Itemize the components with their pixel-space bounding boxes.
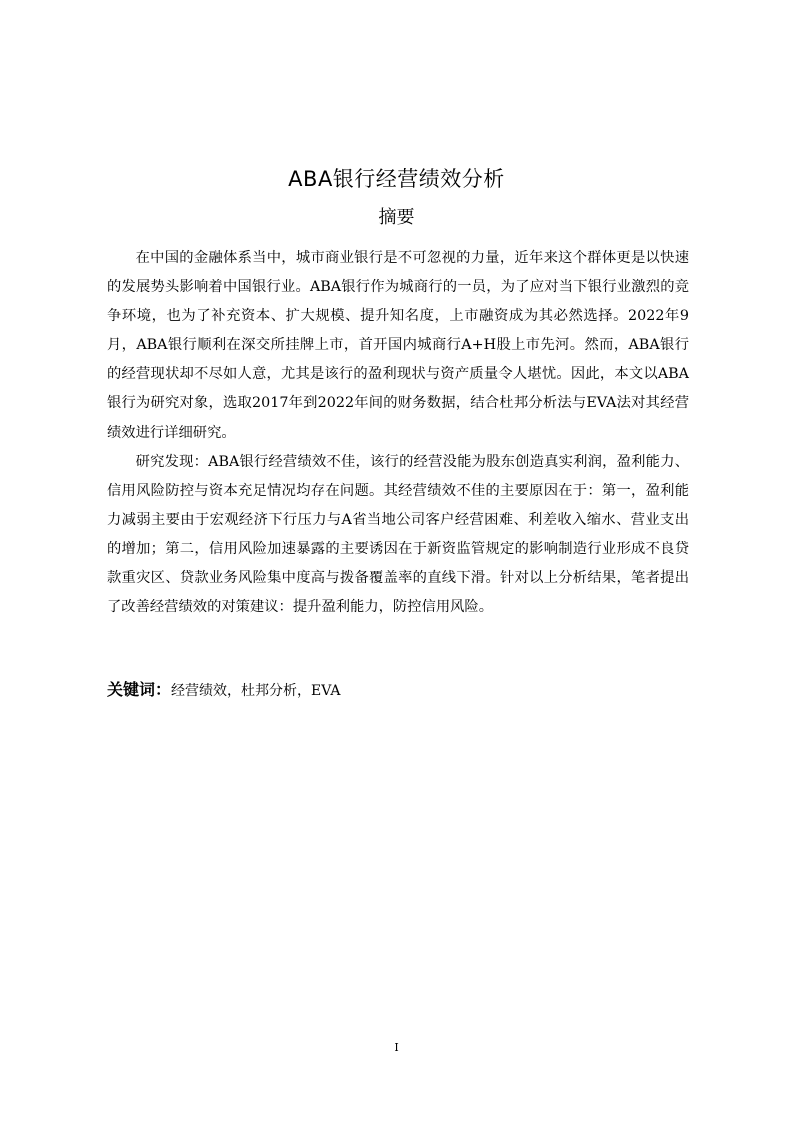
keywords-line	[107, 676, 689, 705]
abstract-body	[107, 244, 689, 622]
paper-title: ABA银行经营绩效分析	[288, 167, 505, 191]
abstract-paragraph-2: 研究发现：ABA银行经营绩效不佳，该行的经营没能为股东创造真实利润，盈利能力、信用风险防控与资本充足情况均存在问题。其经营绩效不佳的主要原因在于：第一，盈利能力减弱主要由于宏观经济下行压力与A省当地公司客户经营困难、利差收入缩水、营业支出的增加；第二，信用风险加速暴露的主要诱因在于新资监管规定的影响制造行业形成不良贷款重灾区、贷款业务风险集中度高与拨备覆盖率的直线下滑。针对以上分析结果，笔者提出了改善经营绩效的对策建议：提升盈利能力，防控信用风险。	[107, 453, 689, 616]
abstract-paragraph-1: 在中国的金融体系当中，城市商业银行是不可忽视的力量，近年来这个群体更是以快速的发展势头影响着中国银行业。ABA银行作为城商行的一员，为了应对当下银行业激烈的竞争环境，也为了补充资本、扩大规模、提升知名度，上市融资成为其必然选择。2022年9月，ABA银行顺利在深交所挂牌上市，首开国内城商行A+H股上市先河。然而，ABA银行的经营现状却不尽如人意，尤其是该行的盈利现状与资产质量令人堪忧。因此，本文以ABA银行为研究对象，选取2017年到2022年间的财务数据，结合杜邦分析法与EVA法对其经营绩效进行详细研究。	[107, 250, 689, 441]
keywords-label: 关键词：	[107, 680, 172, 699]
abstract-heading: 摘要	[378, 207, 415, 228]
keywords-text: 经营绩效，杜邦分析，EVA	[171, 683, 341, 699]
page-number: I	[394, 1041, 399, 1054]
